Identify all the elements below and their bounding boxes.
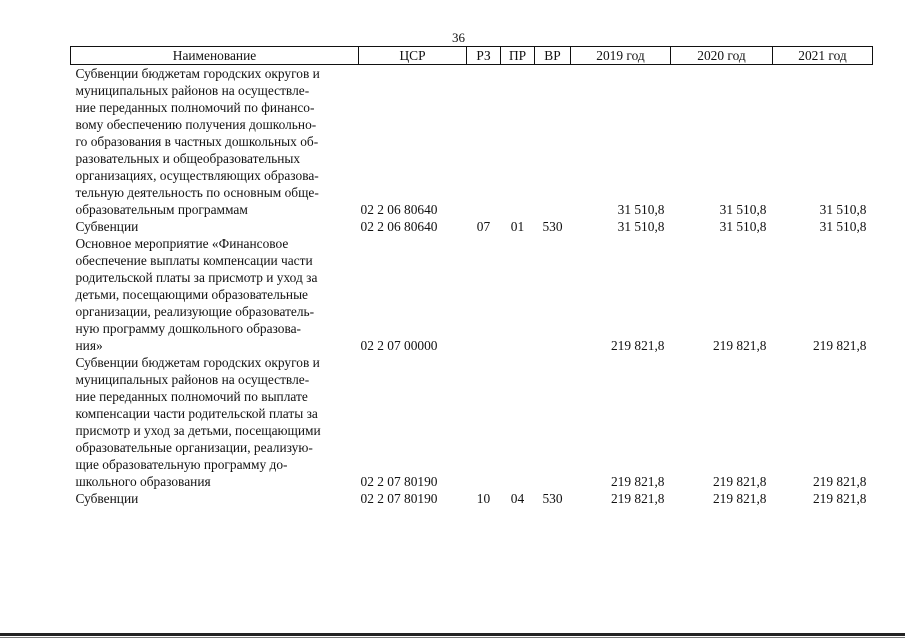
row-2020-value: 219 821,8 xyxy=(712,474,767,489)
row-name-line: присмотр и уход за детьми, посещающими xyxy=(75,423,321,438)
row-vr: 530 xyxy=(542,491,563,506)
row-name-line: Субвенции xyxy=(75,491,139,506)
table-row xyxy=(71,218,873,235)
table-row xyxy=(71,354,873,490)
row-2019-value: 31 510,8 xyxy=(617,202,665,217)
row-2020-value: 31 510,8 xyxy=(719,202,767,217)
row-name-line: ную программу дошкольного образова- xyxy=(75,321,302,336)
budget-table xyxy=(70,46,873,507)
row-pr: 04 xyxy=(510,491,525,506)
row-name-line: школьного образования xyxy=(75,474,211,489)
table-body xyxy=(71,65,873,508)
row-rz xyxy=(467,65,501,219)
row-2021-value: 219 821,8 xyxy=(812,338,867,353)
row-2019-value: 219 821,8 xyxy=(610,338,665,353)
row-vr xyxy=(535,65,571,219)
row-rz: 07 xyxy=(476,219,491,234)
row-name xyxy=(71,218,359,235)
header-pr: ПР xyxy=(501,47,535,65)
row-2021-value: 31 510,8 xyxy=(819,202,867,217)
row-name-line: ния» xyxy=(75,338,103,353)
row-name-line: организациях, осуществляющих образова- xyxy=(75,168,319,183)
row-name-line: Субвенции бюджетам городских округов и xyxy=(75,66,320,81)
row-name xyxy=(71,235,359,354)
row-pr xyxy=(501,65,535,219)
row-name-line: детьми, посещающими образовательные xyxy=(75,287,309,302)
row-name-line: обеспечение выплаты компенсации части xyxy=(75,253,313,268)
row-name-line: муниципальных районов на осуществле- xyxy=(75,83,310,98)
table-row xyxy=(71,235,873,354)
header-2021: 2021 год xyxy=(773,47,873,65)
row-name-line: ние переданных полномочий по финансо- xyxy=(75,100,315,115)
row-name-line: организации, реализующие образователь- xyxy=(75,304,315,319)
page-number: 36 xyxy=(452,30,465,45)
row-name xyxy=(71,354,359,490)
row-vr: 530 xyxy=(542,219,563,234)
row-vr xyxy=(535,354,571,490)
header-rz: РЗ xyxy=(467,47,501,65)
row-name-line: Субвенции бюджетам городских округов и xyxy=(75,355,320,370)
header-2020: 2020 год xyxy=(671,47,773,65)
row-name-line: ние переданных полномочий по выплате xyxy=(75,389,308,404)
row-name-line: тельную деятельность по основным обще- xyxy=(75,185,319,200)
row-name-line: образовательные организации, реализую- xyxy=(75,440,313,455)
row-csr: 02 2 06 80640 xyxy=(360,202,438,217)
row-2021-value: 219 821,8 xyxy=(812,474,867,489)
row-name-line: разовательных и общеобразовательных xyxy=(75,151,301,166)
table-row xyxy=(71,490,873,507)
row-2021-value: 219 821,8 xyxy=(812,491,867,506)
header-2019: 2019 год xyxy=(571,47,671,65)
row-name-line: компенсации части родительской платы за xyxy=(75,406,318,421)
table-header-row xyxy=(71,47,873,65)
row-2021-value: 31 510,8 xyxy=(819,219,867,234)
row-pr: 01 xyxy=(510,219,525,234)
row-name-line: щие образовательную программу до- xyxy=(75,457,288,472)
bottom-border xyxy=(0,633,905,636)
row-csr: 02 2 07 80190 xyxy=(360,491,438,506)
row-vr xyxy=(535,235,571,354)
row-name-line: образовательным программам xyxy=(75,202,248,217)
row-rz xyxy=(467,354,501,490)
row-csr: 02 2 06 80640 xyxy=(360,219,438,234)
row-name-line: муниципальных районов на осуществле- xyxy=(75,372,310,387)
row-2020-value: 219 821,8 xyxy=(712,338,767,353)
bottom-border-shadow xyxy=(0,637,905,638)
row-rz xyxy=(467,235,501,354)
row-name xyxy=(71,65,359,219)
row-name-line: го образования в частных дошкольных об- xyxy=(75,134,319,149)
header-name: Наименование xyxy=(71,47,359,65)
row-name-line: Основное мероприятие «Финансовое xyxy=(75,236,289,251)
table-row xyxy=(71,65,873,219)
header-csr: ЦСР xyxy=(359,47,467,65)
row-2019-value: 219 821,8 xyxy=(610,491,665,506)
header-vr: ВР xyxy=(535,47,571,65)
row-name-line: вому обеспечению получения дошкольно- xyxy=(75,117,317,132)
row-rz: 10 xyxy=(476,491,491,506)
row-csr: 02 2 07 80190 xyxy=(360,474,438,489)
row-2020-value: 31 510,8 xyxy=(719,219,767,234)
row-pr xyxy=(501,354,535,490)
row-2020-value: 219 821,8 xyxy=(712,491,767,506)
row-2019-value: 31 510,8 xyxy=(617,219,665,234)
row-name xyxy=(71,490,359,507)
row-csr: 02 2 07 00000 xyxy=(360,338,438,353)
row-name-line: родительской платы за присмотр и уход за xyxy=(75,270,318,285)
row-pr xyxy=(501,235,535,354)
row-name-line: Субвенции xyxy=(75,219,139,234)
row-2019-value: 219 821,8 xyxy=(610,474,665,489)
